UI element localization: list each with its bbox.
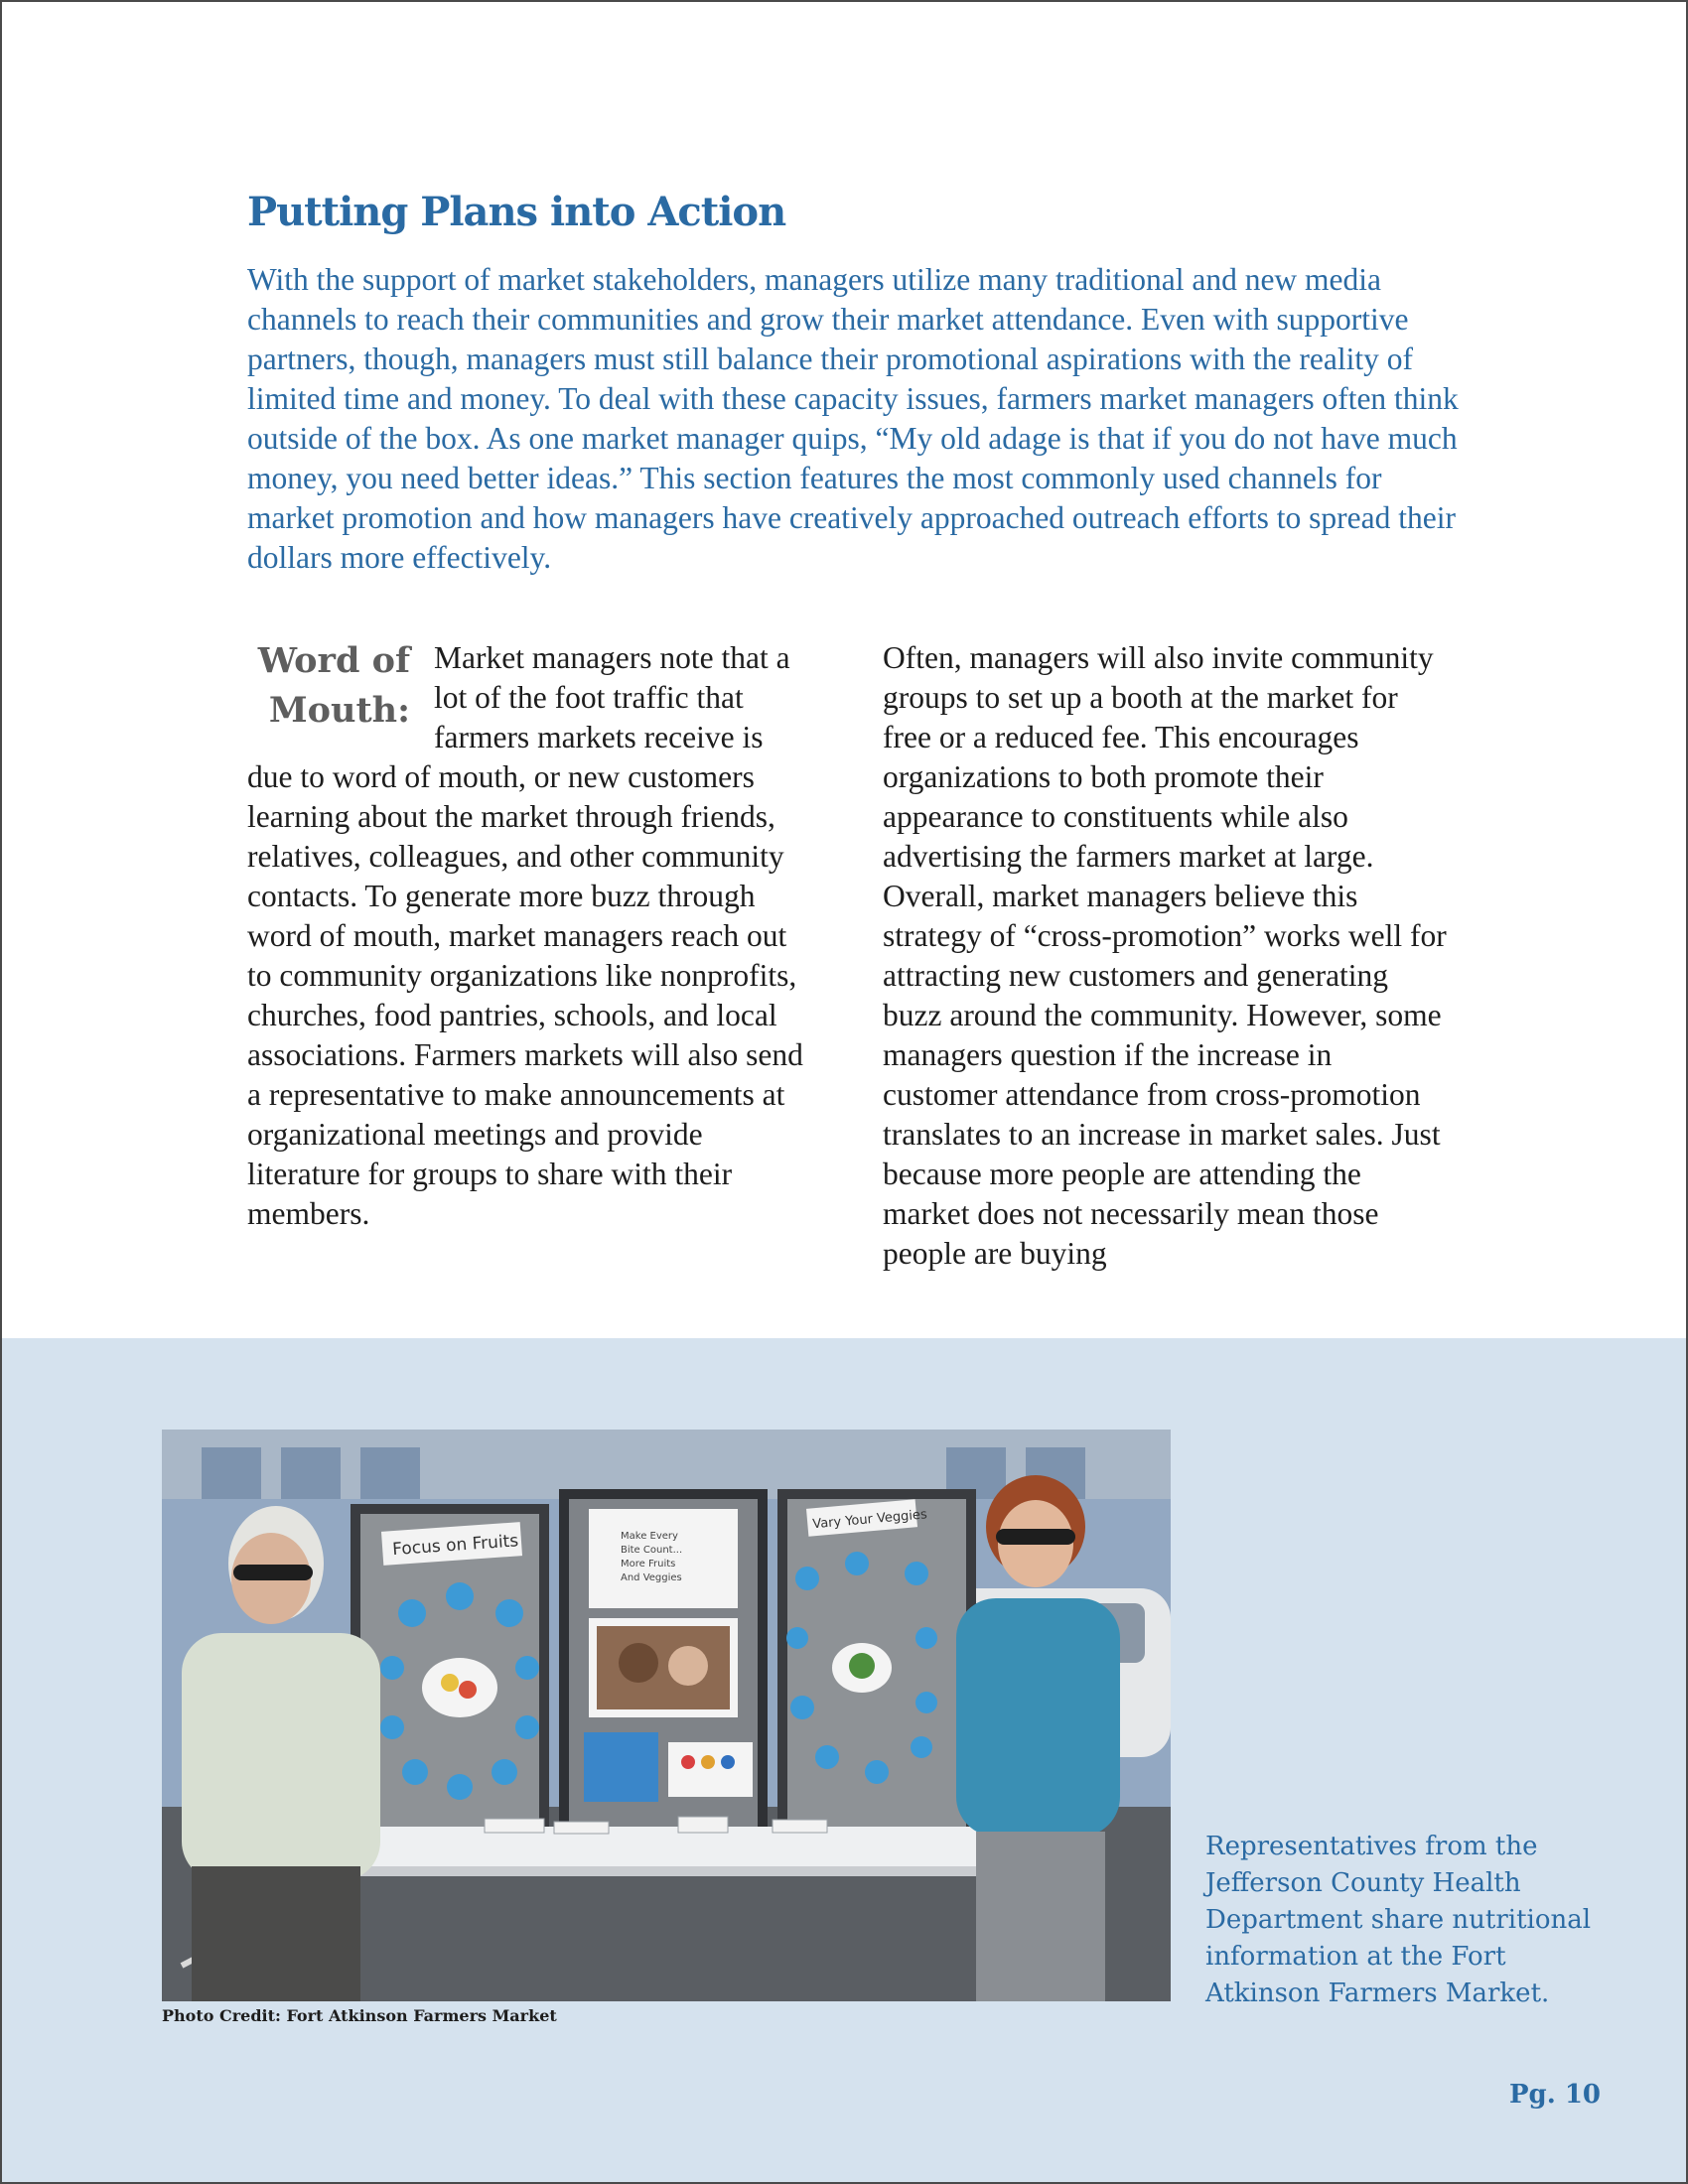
word-of-mouth-right-column [883, 638, 1449, 1274]
booth-photo [162, 1430, 1171, 2001]
poster-line-4: And Veggies [621, 1572, 682, 1583]
heading-line-2: Mouth: [268, 690, 410, 731]
word-of-mouth-left-column [247, 638, 803, 1234]
intro-paragraph: With the support of market stakeholders, managers utilize many traditional and new media channels to reach their communities and grow their market attendance. Even with supportive partners, though, managers must still balance their promotional aspirations with the reality of limited time and money. To deal with these capacity issues, farmers market managers often think outside of the box. As one market manager quips, “My old adage is that if you do not have much money, you need better ideas.” This section features the most commonly used channels for market promotion and how managers have creatively approached outreach efforts to spread their dollars more effectively. [247, 262, 1459, 575]
poster-line-3: More Fruits [621, 1559, 676, 1570]
poster-line-1: Make Every [621, 1531, 678, 1542]
page-number: Pg. 10 [1509, 2080, 1602, 2110]
board-label-fruits: Focus on Fruits [391, 1531, 519, 1561]
photo-credit: Photo Credit: Fort Atkinson Farmers Market [162, 2006, 557, 2025]
section-title: Putting Plans into Action [247, 189, 786, 235]
photo-caption: Representatives from the Jefferson County Health Department share nutritional information at the Fort Atkinson Farmers Market. [1205, 1832, 1592, 2008]
poster-line-2: Bite Count... [621, 1545, 683, 1556]
board-label-veggies: Vary Your Veggies [811, 1507, 928, 1533]
heading-line-1: Word of [257, 640, 410, 681]
word-of-mouth-heading [247, 636, 434, 736]
word-of-mouth-right-text: Often, managers will also invite community groups to set up a booth at the market for free or a reduced fee. This encourages organizations to both promote their appearance to constituents while also advertising the farmers market at large. Overall, market managers believe this strategy of “cross-promotion” works well for attracting new customers and generating buzz around the community. However, some managers question if the increase in customer attendance from cross-promotion translates to an increase in market sales. Just because more people are attending the market does not necessarily mean those people are buying [883, 640, 1447, 1271]
word-of-mouth-left-text: Market managers note that a lot of the foot traffic that farmers markets receive is due to word of mouth, or new customers learning about the market through friends, relatives, colleagues, and other community contacts. To generate more buzz through word of mouth, market managers reach out to community organizations like nonprofits, churches, food pantries, schools, and local associations. Farmers markets will also send a representative to make announcements at organizational meetings and provide literature for groups to share with their members. [247, 640, 803, 1231]
